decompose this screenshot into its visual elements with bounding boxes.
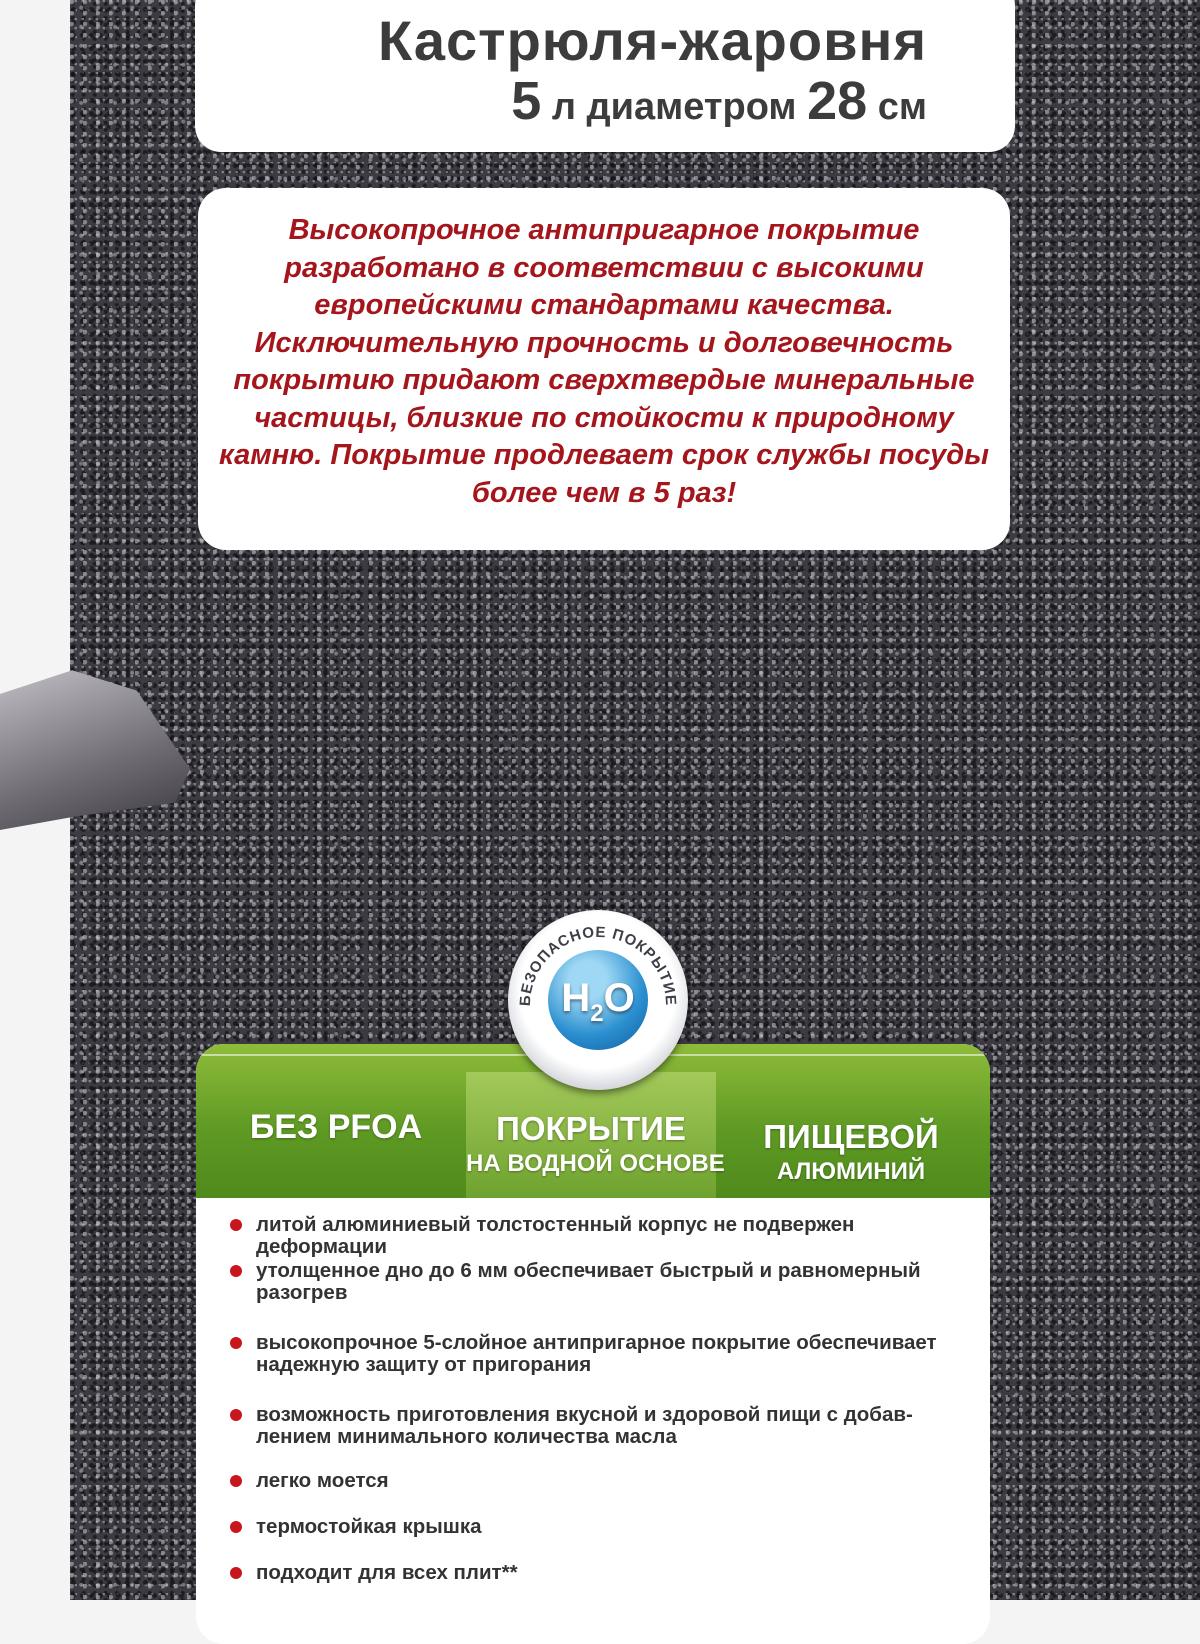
volume-value: 5 [511,71,542,131]
features-panel [196,1044,990,1644]
list-item [226,1562,970,1592]
food-aluminium-label: ПИЩЕВОЙ [763,1118,939,1155]
title-panel [195,0,1015,152]
water-drop-icon [548,950,648,1050]
feature-text: подходит для всех плит** [256,1561,518,1584]
feature-text: возможность приготовления вкусной и здоровой пищи с добав-лением минимального количества масла [256,1403,913,1448]
list-item [226,1404,970,1470]
no-pfoa-label: БЕЗ PFOA [249,1108,423,1146]
feature-text: высокопрочное 5-слойное антипригарное покрытие обеспечивает надежную защиту от пригорания [256,1331,937,1376]
h2o-symbol [548,976,648,1028]
unit-label: см [867,86,927,128]
water-based-sublabel: НА ВОДНОЙ ОСНОВЕ [466,1150,725,1177]
list-item [226,1260,970,1332]
product-subtitle [511,70,927,132]
badge-ring-text: БЕЗОПАСНОЕ ПОКРЫТИЕ [516,923,680,1007]
food-aluminium-sublabel: АЛЮМИНИЙ [776,1158,926,1185]
bullet-dot-icon [230,1219,242,1231]
list-item [226,1516,970,1562]
product-title: Кастрюля-жаровня [378,9,927,72]
h2o-badge-icon [508,910,688,1090]
bullet-dot-icon [230,1521,242,1533]
list-item [226,1214,970,1260]
feature-text: легко моется [256,1469,389,1492]
h-letter: H [561,976,591,1020]
bullet-dot-icon [230,1265,242,1277]
description-text: Высокопрочное антипригарное покрытие разработано в соответствии с высокими европейскими стандартами качества. Исключительную прочность и долговечность покрытию придают сверхтвердые минеральные частицы, близкие по стойкости к природному камню. Покрытие продлевает срок службы посуды более чем в 5 раз! [219,214,989,509]
diameter-value: 28 [807,71,868,131]
water-based-label: ПОКРЫТИЕ [496,1110,686,1147]
subscript-two: 2 [590,1000,604,1027]
list-item [226,1332,970,1404]
feature-text: литой алюминиевый толстостенный корпус не подвержен деформации [256,1213,855,1258]
feature-list [226,1214,970,1592]
feature-text: утолщенное дно до 6 мм обеспечивает быстрый и равномерный разогрев [256,1259,921,1304]
description-panel [198,188,1010,550]
bullet-dot-icon [230,1475,242,1487]
bullet-dot-icon [230,1409,242,1421]
bullet-dot-icon [230,1567,242,1579]
feature-text: термостойкая крышка [256,1515,482,1538]
list-item [226,1470,970,1516]
subtitle-middle: л диаметром [541,86,808,128]
bullet-dot-icon [230,1337,242,1349]
o-letter: O [603,976,635,1020]
